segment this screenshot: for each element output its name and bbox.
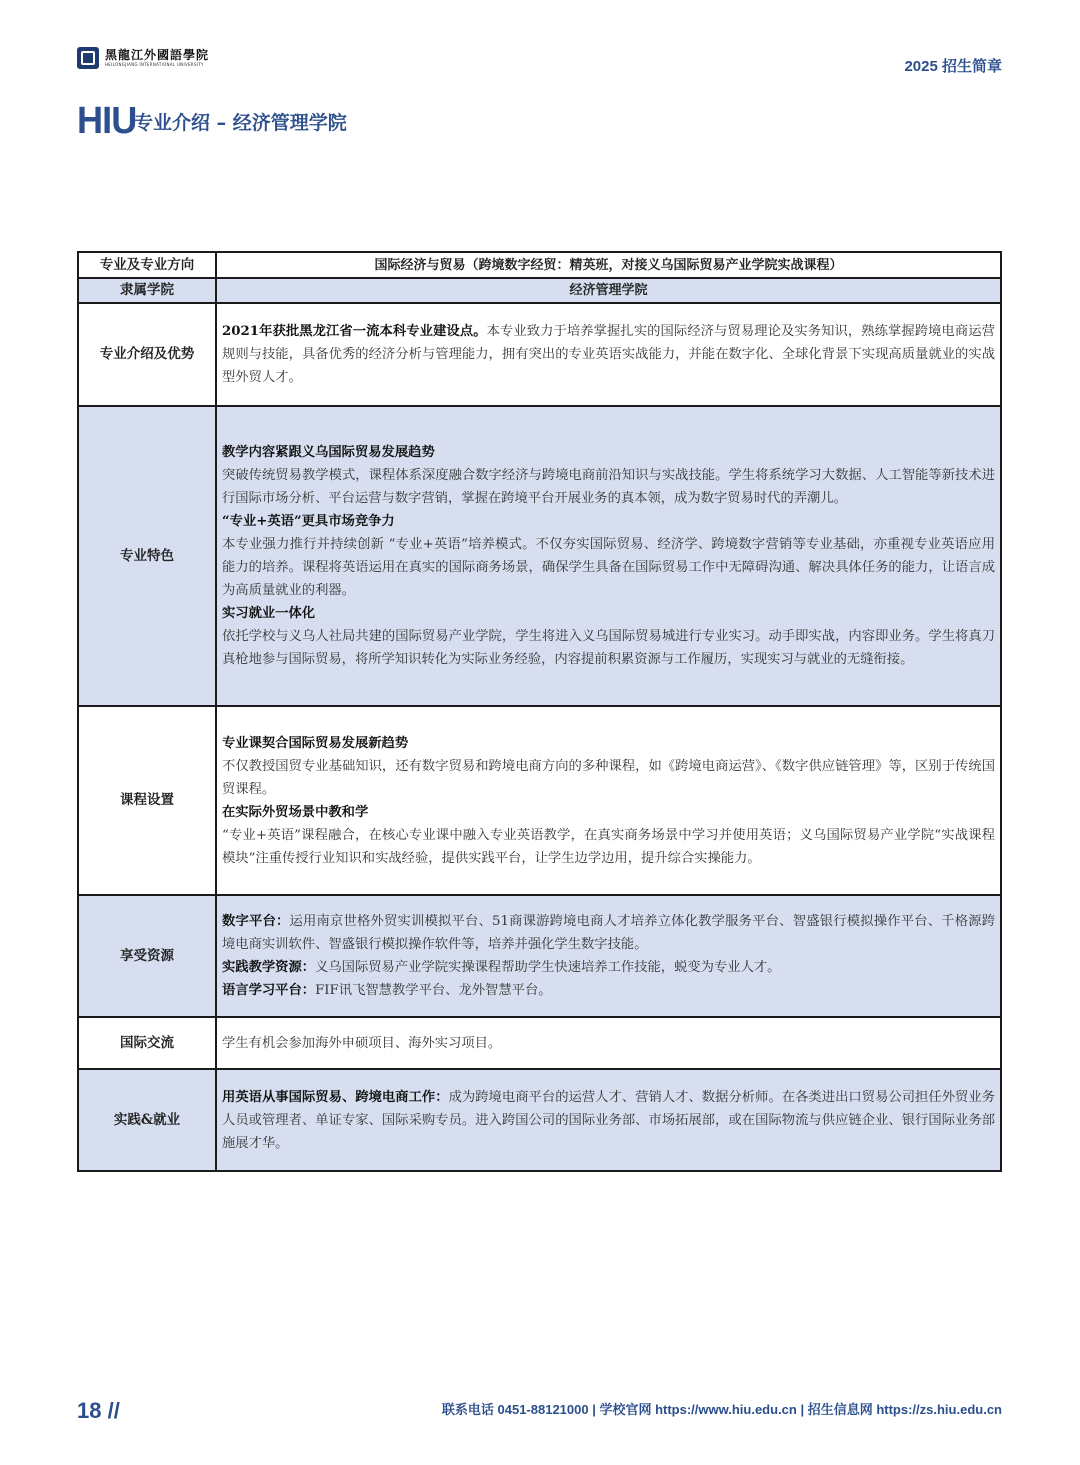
course-text: “专业+英语”课程融合，在核心专业课中融入专业英语教学，在真实商务场景中学习并使用英语；义乌国际贸易产业学院“实战课程模块”注重传授行业知识和实战经验，提供实践平台，让学生边学边用，提升综合实操能力。 [222,827,995,866]
row-content [216,1069,1001,1171]
feature-heading: “专业+英语”更具市场竞争力 [222,514,395,529]
intro-highlight: 2021年获批黑龙江省一流本科专业建设点。 [222,324,487,339]
course-text: 不仅教授国贸专业基础知识，还有数字贸易和跨境电商方向的多种课程，如《跨境电商运营》、《数字供应链管理》等，区别于传统国贸课程。 [222,758,995,797]
table-row [78,303,1001,406]
brochure-title: 2025 招生简章 [904,58,1002,75]
feature-text: 依托学校与义乌人社局共建的国际贸易产业学院，学生将进入义乌国际贸易城进行专业实习。动手即实战，内容即业务。学生将真刀真枪地参与国际贸易，将所学知识转化为实际业务经验，内容提前积累资源与工作履历，实现实习与就业的无缝衔接。 [222,629,995,667]
feature-text: 突破传统贸易教学模式，课程体系深度融合数字经济与跨境电商前沿知识与实战技能。学生将系统学习大数据、人工智能等新技术进行国际市场分析、平台运营与数字营销，掌握在跨境平台开展业务的真本领，成为数字贸易时代的弄潮儿。 [222,468,995,506]
table-row [78,1017,1001,1069]
feature-heading: 教学内容紧跟义乌国际贸易发展趋势 [222,445,435,460]
resource-text: 运用南京世格外贸实训模拟平台、51商课游跨境电商人才培养立体化教学服务平台、智盛银行模拟操作平台、千格源跨境电商实训软件、智盛银行模拟操作软件等，培养并强化学生数字技能。 [222,914,996,952]
resource-text: 义乌国际贸易产业学院实操课程帮助学生快速培养工作技能，蜕变为专业人才。 [315,960,781,975]
table-row [78,706,1001,895]
table-row [78,406,1001,706]
page-number: 18 // [77,1398,120,1423]
section-title: 专业介绍 – 经济管理学院 [134,112,347,134]
table-row [78,1069,1001,1171]
table-row [78,252,1001,278]
career-text: 成为跨境电商平台的运营人才、营销人才、数据分析师。在各类进出口贸易公司担任外贸业务人员或管理者、单证专家、国际采购专员。进入跨国公司的国际业务部、市场拓展部，或在国际物流与供应链企业、银行国际业务部施展才华。 [222,1089,995,1151]
table-row [78,895,1001,1017]
row-content [216,895,1001,1017]
row-label: 隶属学院 [78,278,216,303]
row-label: 实践&就业 [78,1069,216,1171]
hiu-wordmark: HIU [77,100,137,142]
row-label: 享受资源 [78,895,216,1017]
row-label: 专业及专业方向 [78,252,216,278]
row-label: 专业介绍及优势 [78,303,216,406]
contact-info: 联系电话 0451-88121000 | 学校官网 https://www.hiu.edu.cn | 招生信息网 https://zs.hiu.edu.cn [441,1402,1002,1417]
resource-label: 实践教学资源： [222,960,316,975]
row-content: 学生有机会参加海外申硕项目、海外实习项目。 [216,1017,1001,1069]
career-highlight: 用英语从事国际贸易、跨境电商工作： [222,1089,449,1105]
course-heading: 专业课契合国际贸易发展新趋势 [222,735,409,751]
row-label: 国际交流 [78,1017,216,1069]
row-label: 专业特色 [78,406,216,706]
row-content [216,706,1001,895]
feature-heading: 实习就业一体化 [222,606,316,621]
row-value: 国际经济与贸易（跨境数字经贸：精英班，对接义乌国际贸易产业学院实战课程） [216,252,1001,278]
row-label: 课程设置 [78,706,216,895]
logo-english-name: HEILONGJIANG INTERNATIONAL UNIVERSITY [105,62,204,67]
row-content [216,303,1001,406]
university-logo [77,47,209,69]
row-content [216,406,1001,706]
logo-chinese-name: 黑龍江外國語學院 [105,48,210,62]
major-info-table [77,251,1002,1172]
resource-text: FIF讯飞智慧教学平台、龙外智慧平台。 [315,983,552,998]
row-value: 经济管理学院 [216,278,1001,303]
university-crest-icon [77,47,99,69]
intro-text: 本专业致力于培养掌握扎实的国际经济与贸易理论及实务知识，熟练掌握跨境电商运营规则与技能，具备优秀的经济分析与管理能力，拥有突出的专业英语实战能力，并能在数字化、全球化背景下实现高质量就业的实战型外贸人才。 [222,324,995,385]
resource-label: 数字平台： [222,914,290,929]
feature-text: 本专业强力推行并持续创新 “专业+英语”培养模式。不仅夯实国际贸易、经济学、跨境数字营销等专业基础，亦重视专业英语应用能力的培养。课程将英语运用在真实的国际商务场景，确保学生具备在国际贸易工作中无障碍沟通、解决具体任务的能力，让语言成为高质量就业的利器。 [222,537,995,598]
course-heading: 在实际外贸场景中教和学 [222,804,369,820]
resource-label: 语言学习平台： [222,983,316,998]
table-row [78,278,1001,303]
